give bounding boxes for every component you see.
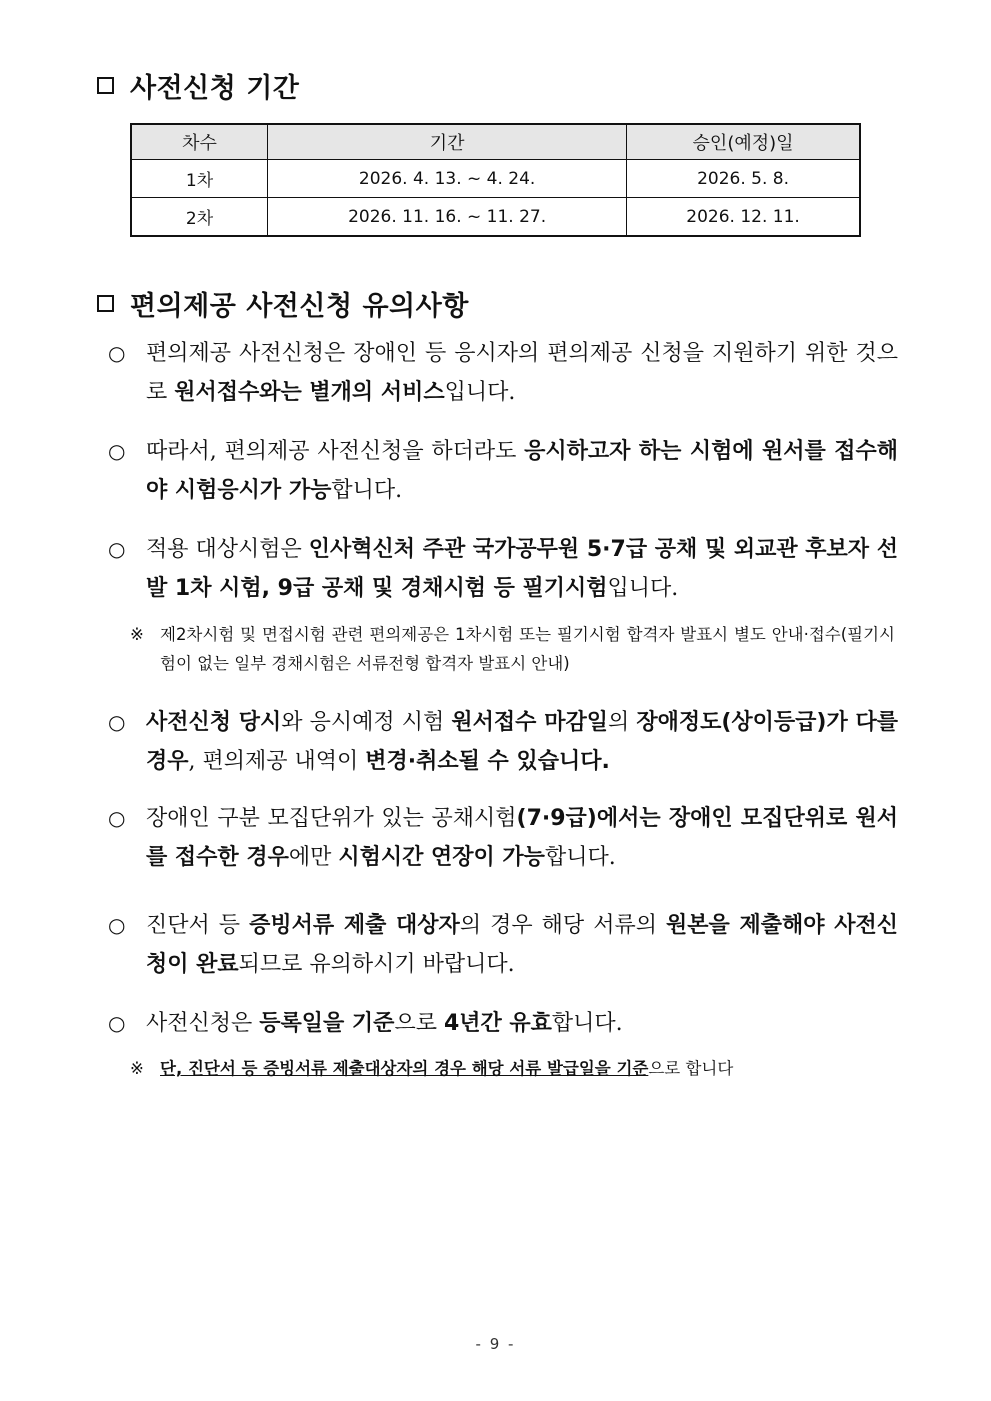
- list-item: ○ 사전신청은 등록일을 기준으로 4년간 유효합니다.: [108, 1004, 898, 1043]
- section-heading-notes: [97, 284, 469, 323]
- table-header-row: [131, 124, 860, 160]
- note: ※ 단, 진단서 등 증빙서류 제출대상자의 경우 해당 서류 발급일을 기준으로 합니다: [130, 1054, 895, 1083]
- circle-bullet-icon: ○: [108, 806, 126, 830]
- list-item: ○ 적용 대상시험은 인사혁신처 주관 국가공무원 5·7급 공채 및 외교관 후보자 선발 1차 시험, 9급 공채 및 경채시험 등 필기시험입니다.: [108, 530, 898, 608]
- table-row: [131, 198, 860, 237]
- circle-bullet-icon: ○: [108, 913, 126, 937]
- circle-bullet-icon: ○: [108, 710, 126, 734]
- list-item: ○ 진단서 등 증빙서류 제출 대상자의 경우 해당 서류의 원본을 제출해야 사전신청이 완료되므로 유의하시기 바랍니다.: [108, 906, 898, 984]
- circle-bullet-icon: ○: [108, 1011, 126, 1035]
- page-number: - 9 -: [475, 1335, 516, 1353]
- table-header-cell: 기간: [268, 124, 627, 160]
- list-item: ○ 장애인 구분 모집단위가 있는 공채시험(7·9급)에서는 장애인 모집단위로 원서를 접수한 경우에만 시험시간 연장이 가능합니다.: [108, 799, 898, 877]
- application-period-table: [130, 123, 861, 237]
- checkbox-square-icon: [97, 295, 114, 312]
- section-heading-application-period: [97, 66, 299, 105]
- circle-bullet-icon: ○: [108, 341, 126, 365]
- circle-bullet-icon: ○: [108, 439, 126, 463]
- list-item: ○ 따라서, 편의제공 사전신청을 하더라도 응시하고자 하는 시험에 원서를 접수해야 시험응시가 가능합니다.: [108, 432, 898, 510]
- table-cell: 2026. 5. 8.: [627, 160, 860, 198]
- section-title: 사전신청 기간: [130, 73, 300, 104]
- table-row: [131, 160, 860, 198]
- circle-bullet-icon: ○: [108, 537, 126, 561]
- table-header-cell: 승인(예정)일: [627, 124, 860, 160]
- reference-mark-icon: ※: [130, 625, 144, 644]
- table-cell: 2026. 12. 11.: [627, 198, 860, 237]
- section-title: 편의제공 사전신청 유의사항: [130, 291, 469, 322]
- list-item: ○ 편의제공 사전신청은 장애인 등 응시자의 편의제공 신청을 지원하기 위한 것으로 원서접수와는 별개의 서비스입니다.: [108, 334, 898, 412]
- table-cell: 2026. 11. 16. ~ 11. 27.: [268, 198, 627, 237]
- checkbox-square-icon: [97, 77, 114, 94]
- list-item: ○ 사전신청 당시와 응시예정 시험 원서접수 마감일의 장애정도(상이등급)가 다를 경우, 편의제공 내역이 변경·취소될 수 있습니다.: [108, 703, 898, 781]
- table-header-cell: 차수: [131, 124, 268, 160]
- reference-mark-icon: ※: [130, 1059, 144, 1078]
- note: ※ 제2차시험 및 면접시험 관련 편의제공은 1차시험 또는 필기시험 합격자 발표시 별도 안내·접수(필기시험이 없는 일부 경채시험은 서류전형 합격자 발표시 안내): [130, 620, 895, 678]
- table-cell: 2026. 4. 13. ~ 4. 24.: [268, 160, 627, 198]
- table-cell: 1차: [131, 160, 268, 198]
- table-cell: 2차: [131, 198, 268, 237]
